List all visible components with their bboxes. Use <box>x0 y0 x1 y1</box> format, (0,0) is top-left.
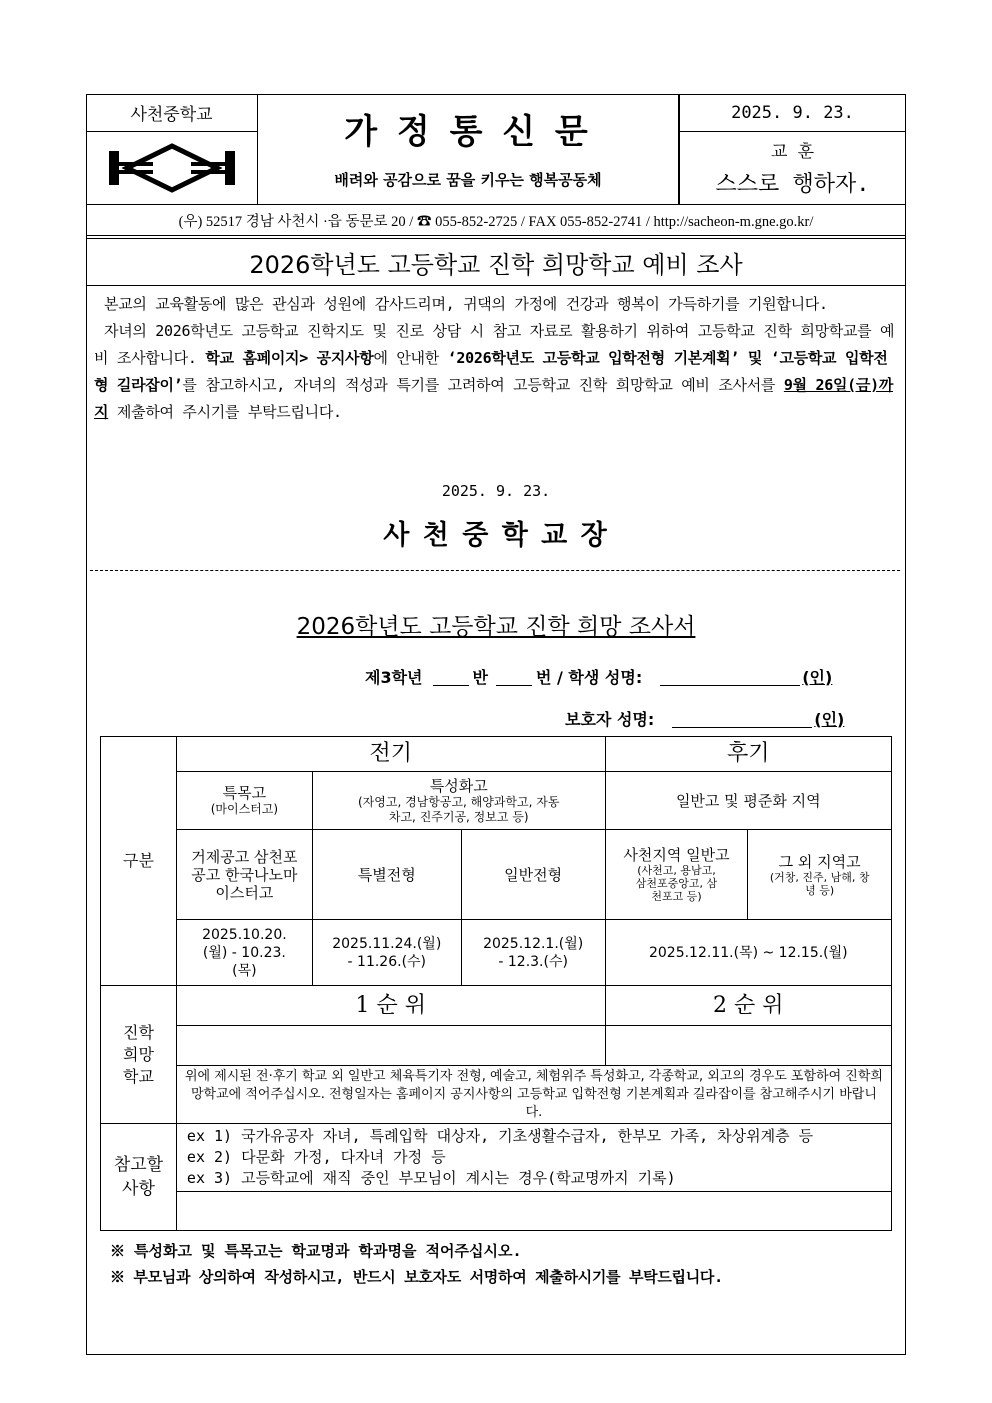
form-title: 2026학년도 고등학교 진학 희망 조사서 <box>296 613 696 640</box>
school-slogan: 배려와 공감으로 꿈을 키우는 행복공동체 <box>334 170 602 189</box>
footnote-2: ※ 부모님과 상의하여 작성하시고, 반드시 보호자도 서명하여 제출하시기를 부탁드립니다. <box>110 1268 723 1286</box>
school-name: 사천중학교 <box>86 94 258 132</box>
issue-date: 2025. 9. 23. <box>679 94 906 132</box>
category-header: 구분 <box>101 737 177 986</box>
meister-date: 2025.10.20.(월) - 10.23.(목) <box>176 920 312 986</box>
contact-info: (우) 52517 경남 사천시 ·읍 동문로 20 / ☎ 055-852-2725 / FAX 055-852-2741 / http://sacheon-m.gne.go.kr/ <box>86 204 906 236</box>
reference-examples <box>176 1124 891 1192</box>
student-info-line <box>365 662 875 690</box>
grade-label: 제3학년 <box>365 667 423 687</box>
general-school-cell: 일반고 및 평준화 지역 <box>605 772 891 830</box>
special-track-date: 2025.11.24.(월) - 11.26.(수) <box>312 920 461 986</box>
newsletter-title: 가 정 통 신 문 <box>344 111 592 152</box>
notice-body <box>94 291 900 426</box>
general-track-cell: 일반전형 <box>461 830 605 920</box>
late-phase-date: 2025.12.11.(목) ~ 12.15.(월) <box>605 920 891 986</box>
rank-2-input[interactable] <box>605 1026 891 1066</box>
notice-date: 2025. 9. 23. <box>441 482 551 500</box>
hope-school-label: 진학 희망 학교 <box>101 986 177 1124</box>
rank-1-input[interactable] <box>176 1026 605 1066</box>
rank-2-header: 2 순 위 <box>605 986 891 1026</box>
sacheon-general-cell: 사천지역 일반고 (사천고, 용남고, 삼천포중앙고, 삼천포고 등) <box>605 830 748 920</box>
reference-example-2: ex 2) 다문화 가정, 다자녀 가정 등 <box>186 1148 446 1166</box>
late-phase-header: 후기 <box>605 737 891 772</box>
reference-label: 참고할 사항 <box>101 1124 177 1231</box>
class-label: 반 <box>472 667 488 687</box>
number-blank[interactable] <box>496 667 532 686</box>
guardian-name-blank[interactable] <box>672 709 812 728</box>
guardian-label: 보호자 성명: <box>565 709 655 729</box>
reference-input[interactable] <box>176 1192 891 1231</box>
notice-paragraph-2: 자녀의 2026학년도 고등학교 진학지도 및 진로 상담 시 참고 자료로 활용하기 위하여 고등학교 진학 희망학교를 예비 조사합니다. 학교 홈페이지> 공지사항에 안내한 ‘2026학년도 고등학교 입학전형 기본계획’ 및 ‘고등학교 입학전형 길라잡이’를 참고하시고, 자녀의 적성과 특기를 고려하여 고등학교 진학 희망학교 예비 조사서를 9월 26일(금)까지 제출하여 주시기를 부탁드립니다. <box>94 322 895 421</box>
cut-line <box>90 570 900 571</box>
early-phase-header: 전기 <box>176 737 605 772</box>
guardian-line <box>565 704 875 732</box>
notice-paragraph-1: 본교의 교육활동에 많은 관심과 성원에 감사드리며, 귀댁의 가정에 건강과 행복이 가득하기를 기원합니다. <box>104 295 828 313</box>
general-track-date: 2025.12.1.(월) - 12.3.(수) <box>461 920 605 986</box>
student-name-label: 번 / 학생 성명: <box>535 667 643 687</box>
notice-title: 2026학년도 고등학교 진학 희망학교 예비 조사 <box>86 238 906 286</box>
school-motto: 스스로 행하자. <box>715 171 870 197</box>
survey-table <box>100 736 892 1231</box>
class-blank[interactable] <box>433 667 469 686</box>
reference-example-3: ex 3) 고등학교에 재직 중인 부모님이 계시는 경우(학교명까지 기록) <box>186 1169 676 1187</box>
special-track-cell: 특별전형 <box>312 830 461 920</box>
specialized-school-cell: 특성화고 (자영고, 경남항공고, 해양과학고, 자동차고, 진주기공, 정보고 등) <box>312 772 605 830</box>
footnote-1: ※ 특성화고 및 특목고는 학교명과 학과명을 적어주십시오. <box>110 1242 522 1260</box>
meister-school-list: 거제공고 삼천포공고 한국나노마이스터고 <box>176 830 312 920</box>
school-logo <box>86 132 258 204</box>
hope-school-note: 위에 제시된 전·후기 학교 외 일반고 체육특기자 전형, 예술고, 체험위주 특성화고, 각종학교, 외고의 경우도 포함하여 진학희망학교에 적어주십시오. 전형일자는 홈페이지 공지사항의 고등학교 입학전형 기본계획과 길라잡이를 참고해주시기 바랍니다. <box>176 1066 891 1124</box>
guardian-seal: (인) <box>814 709 845 729</box>
reference-example-1: ex 1) 국가유공자 자녀, 특례입학 대상자, 기초생활수급자, 한부모 가족, 차상위계층 등 <box>186 1127 814 1145</box>
meister-school-cell: 특목고 (마이스터고) <box>176 772 312 830</box>
student-seal: (인) <box>802 667 833 687</box>
motto-label: 교 훈 <box>770 141 815 162</box>
rank-1-header: 1 순 위 <box>176 986 605 1026</box>
other-region-cell: 그 외 지역고 (거창, 진주, 남해, 창녕 등) <box>748 830 892 920</box>
student-name-blank[interactable] <box>660 667 800 686</box>
principal-signature: 사 천 중 학 교 장 <box>383 519 609 551</box>
